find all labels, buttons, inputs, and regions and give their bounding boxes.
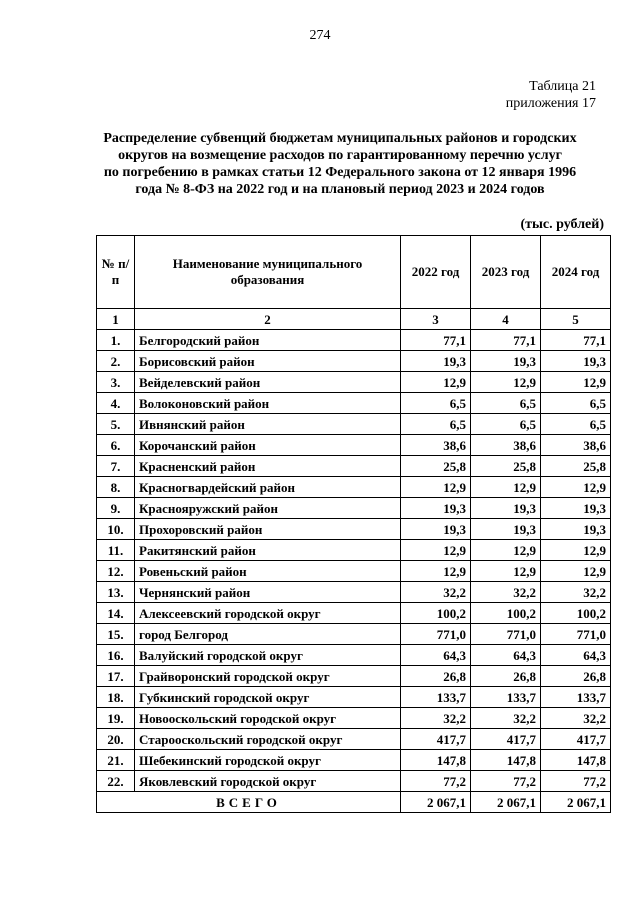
table-row (97, 372, 611, 393)
column-number-row (97, 309, 611, 330)
value-2023: 771,0 (471, 624, 541, 645)
municipality-name: Волоконовский район (135, 393, 401, 414)
value-2022: 32,2 (401, 708, 471, 729)
total-2024: 2 067,1 (541, 792, 611, 813)
value-2023: 133,7 (471, 687, 541, 708)
value-2024: 6,5 (541, 414, 611, 435)
table-row (97, 519, 611, 540)
municipality-name: Яковлевский городской округ (135, 771, 401, 792)
value-2023: 100,2 (471, 603, 541, 624)
title-line: по погребению в рамках статьи 12 Федерального закона от 12 января 1996 (103, 165, 577, 180)
row-number: 12. (97, 561, 135, 582)
table-row (97, 582, 611, 603)
municipality-name: Валуйский городской округ (135, 645, 401, 666)
table-row (97, 687, 611, 708)
table-row (97, 498, 611, 519)
title-line: года № 8-ФЗ на 2022 год и на плановый период 2023 и 2024 годов (135, 182, 545, 197)
row-number: 15. (97, 624, 135, 645)
value-2023: 77,1 (471, 330, 541, 351)
title-line: Распределение субвенций бюджетам муниципальных районов и городских (103, 131, 577, 146)
value-2024: 6,5 (541, 393, 611, 414)
table-row (97, 561, 611, 582)
value-2022: 6,5 (401, 414, 471, 435)
value-2023: 19,3 (471, 351, 541, 372)
value-2024: 77,1 (541, 330, 611, 351)
header-2023: 2023 год (471, 236, 541, 309)
row-number: 17. (97, 666, 135, 687)
value-2024: 12,9 (541, 561, 611, 582)
municipality-name: город Белгород (135, 624, 401, 645)
value-2024: 26,8 (541, 666, 611, 687)
table-reference (506, 78, 596, 112)
municipality-name: Шебекинский городской округ (135, 750, 401, 771)
value-2023: 32,2 (471, 582, 541, 603)
value-2024: 19,3 (541, 519, 611, 540)
municipality-name: Прохоровский район (135, 519, 401, 540)
table-row (97, 540, 611, 561)
municipality-name: Ровеньский район (135, 561, 401, 582)
value-2024: 64,3 (541, 645, 611, 666)
row-number: 10. (97, 519, 135, 540)
municipality-name: Вейделевский район (135, 372, 401, 393)
document-title (80, 130, 600, 198)
table-row (97, 603, 611, 624)
total-2022: 2 067,1 (401, 792, 471, 813)
value-2023: 6,5 (471, 393, 541, 414)
value-2024: 147,8 (541, 750, 611, 771)
row-number: 9. (97, 498, 135, 519)
municipality-name: Старооскольский городской округ (135, 729, 401, 750)
column-number: 1 (97, 309, 135, 330)
value-2024: 12,9 (541, 477, 611, 498)
value-2022: 771,0 (401, 624, 471, 645)
table-row (97, 351, 611, 372)
value-2022: 64,3 (401, 645, 471, 666)
value-2023: 12,9 (471, 477, 541, 498)
value-2022: 25,8 (401, 456, 471, 477)
row-number: 16. (97, 645, 135, 666)
table-body (97, 309, 611, 813)
value-2024: 133,7 (541, 687, 611, 708)
value-2022: 26,8 (401, 666, 471, 687)
row-number: 2. (97, 351, 135, 372)
value-2024: 12,9 (541, 540, 611, 561)
municipality-name: Новооскольский городской округ (135, 708, 401, 729)
value-2024: 38,6 (541, 435, 611, 456)
value-2023: 417,7 (471, 729, 541, 750)
value-2022: 38,6 (401, 435, 471, 456)
row-number: 22. (97, 771, 135, 792)
page-number: 274 (309, 28, 331, 43)
table-ref-line2: приложения 17 (505, 96, 596, 111)
value-2023: 12,9 (471, 561, 541, 582)
table-row (97, 456, 611, 477)
value-2022: 12,9 (401, 540, 471, 561)
row-number: 21. (97, 750, 135, 771)
value-2024: 417,7 (541, 729, 611, 750)
municipality-name: Ракитянский район (135, 540, 401, 561)
title-line: округов на возмещение расходов по гарантированному перечню услуг (118, 148, 562, 163)
row-number: 5. (97, 414, 135, 435)
table-row (97, 414, 611, 435)
value-2023: 38,6 (471, 435, 541, 456)
table-row (97, 624, 611, 645)
total-2023: 2 067,1 (471, 792, 541, 813)
header-name: Наименование муниципального образования (135, 236, 401, 309)
row-number: 11. (97, 540, 135, 561)
table-row (97, 666, 611, 687)
value-2024: 32,2 (541, 582, 611, 603)
column-number: 5 (541, 309, 611, 330)
row-number: 14. (97, 603, 135, 624)
table-row (97, 477, 611, 498)
municipality-name: Чернянский район (135, 582, 401, 603)
value-2023: 19,3 (471, 498, 541, 519)
row-number: 4. (97, 393, 135, 414)
value-2023: 26,8 (471, 666, 541, 687)
municipality-name: Борисовский район (135, 351, 401, 372)
value-2023: 19,3 (471, 519, 541, 540)
table-header-row (97, 236, 611, 309)
value-2023: 6,5 (471, 414, 541, 435)
table-ref-line1: Таблица 21 (529, 79, 596, 94)
value-2022: 133,7 (401, 687, 471, 708)
row-number: 3. (97, 372, 135, 393)
value-2023: 77,2 (471, 771, 541, 792)
value-2022: 77,1 (401, 330, 471, 351)
value-2022: 147,8 (401, 750, 471, 771)
row-number: 7. (97, 456, 135, 477)
row-number: 8. (97, 477, 135, 498)
value-2022: 417,7 (401, 729, 471, 750)
header-num: № п/п (97, 236, 135, 309)
table-row (97, 393, 611, 414)
value-2022: 100,2 (401, 603, 471, 624)
value-2022: 77,2 (401, 771, 471, 792)
table-row (97, 330, 611, 351)
table-row (97, 645, 611, 666)
table-row (97, 750, 611, 771)
value-2022: 12,9 (401, 561, 471, 582)
row-number: 20. (97, 729, 135, 750)
municipality-name: Белгородский район (135, 330, 401, 351)
municipality-name: Корочанский район (135, 435, 401, 456)
column-number: 4 (471, 309, 541, 330)
municipality-name: Губкинский городской округ (135, 687, 401, 708)
value-2023: 64,3 (471, 645, 541, 666)
municipality-name: Красногвардейский район (135, 477, 401, 498)
total-label: ВСЕГО (97, 792, 401, 813)
value-2023: 12,9 (471, 540, 541, 561)
municipality-name: Краснояружский район (135, 498, 401, 519)
value-2023: 32,2 (471, 708, 541, 729)
value-2023: 12,9 (471, 372, 541, 393)
value-2022: 19,3 (401, 351, 471, 372)
value-2022: 12,9 (401, 477, 471, 498)
municipality-name: Алексеевский городской округ (135, 603, 401, 624)
value-2022: 19,3 (401, 519, 471, 540)
table-row (97, 708, 611, 729)
units-label: (тыс. рублей) (520, 217, 604, 232)
value-2024: 32,2 (541, 708, 611, 729)
value-2024: 19,3 (541, 351, 611, 372)
table-row (97, 435, 611, 456)
value-2022: 19,3 (401, 498, 471, 519)
total-row (97, 792, 611, 813)
value-2023: 25,8 (471, 456, 541, 477)
row-number: 19. (97, 708, 135, 729)
value-2024: 771,0 (541, 624, 611, 645)
row-number: 18. (97, 687, 135, 708)
row-number: 1. (97, 330, 135, 351)
value-2024: 12,9 (541, 372, 611, 393)
value-2022: 32,2 (401, 582, 471, 603)
municipality-name: Грайворонский городской округ (135, 666, 401, 687)
value-2024: 25,8 (541, 456, 611, 477)
value-2024: 100,2 (541, 603, 611, 624)
municipality-name: Ивнянский район (135, 414, 401, 435)
column-number: 3 (401, 309, 471, 330)
table-row (97, 729, 611, 750)
column-number: 2 (135, 309, 401, 330)
value-2022: 6,5 (401, 393, 471, 414)
row-number: 6. (97, 435, 135, 456)
value-2023: 147,8 (471, 750, 541, 771)
value-2024: 77,2 (541, 771, 611, 792)
table-row (97, 771, 611, 792)
header-2024: 2024 год (541, 236, 611, 309)
header-2022: 2022 год (401, 236, 471, 309)
municipality-name: Красненский район (135, 456, 401, 477)
row-number: 13. (97, 582, 135, 603)
value-2024: 19,3 (541, 498, 611, 519)
value-2022: 12,9 (401, 372, 471, 393)
subvention-table (96, 235, 611, 813)
